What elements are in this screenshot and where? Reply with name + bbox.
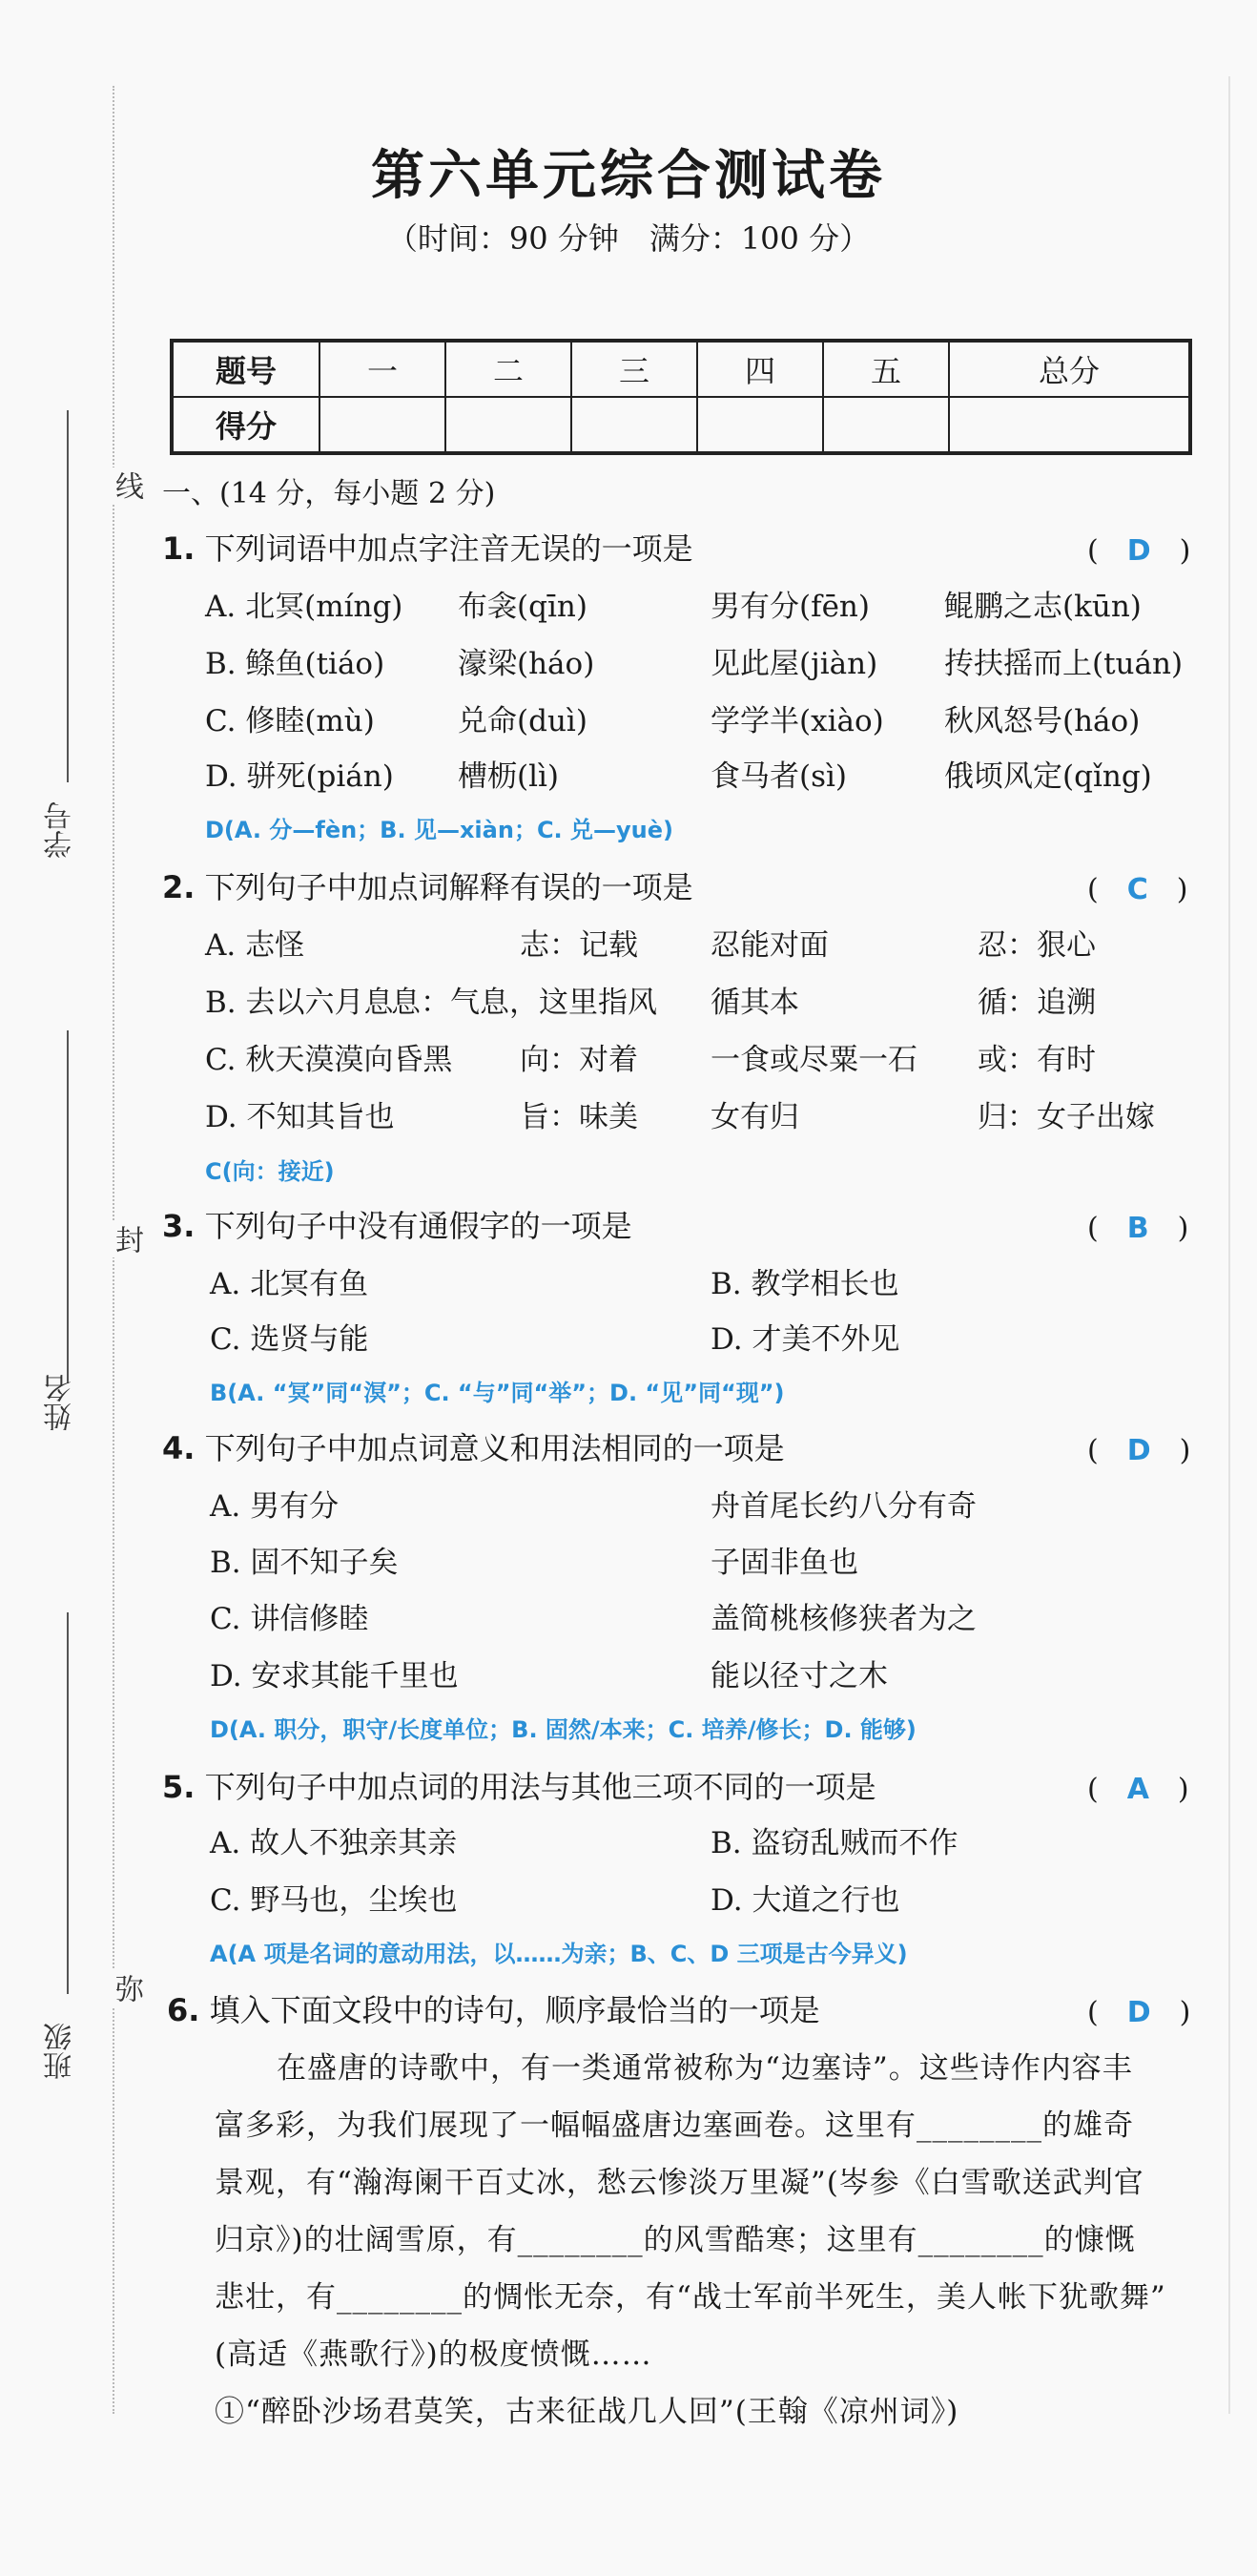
option-text: 秋风怒号(háo): [944, 704, 1141, 738]
answer-explanation: D(A. 职分，职守/长度单位；B. 固然/本来；C. 培养/修长；D. 能够): [210, 1716, 917, 1743]
option-text: 盖简桃核修狭者为之: [711, 1602, 977, 1636]
option-text: B. 教学相长也: [711, 1267, 899, 1301]
option-text: 鲲鹏之志(kūn): [944, 590, 1142, 624]
seal-marker-mi: 弥: [105, 1970, 147, 2006]
option-text: 女有归: [711, 1100, 799, 1134]
seal-marker-xian: 线: [105, 467, 147, 504]
question-1: [162, 525, 693, 569]
question-3: [162, 1202, 632, 1246]
score-cell[interactable]: [949, 397, 1190, 453]
question-6: [167, 1986, 820, 2030]
score-cell[interactable]: [319, 397, 445, 453]
student-id-label: 学号: [44, 801, 77, 859]
option-text: 循其本: [711, 986, 799, 1020]
question-stem: 下列句子中加点词意义和用法相同的一项是: [204, 1430, 785, 1466]
option-text: 见此屋(jiàn): [711, 647, 878, 681]
option-text: A. 志怪: [205, 928, 305, 963]
question-stem: 填入下面文段中的诗句，顺序最恰当的一项是: [209, 1992, 820, 2028]
option-text: 息：气息，这里指风: [391, 986, 657, 1020]
option-text: 子固非鱼也: [711, 1546, 858, 1580]
answer-bracket: ( D ): [1087, 1434, 1191, 1467]
option-text: C. 秋天漠漠向昏黑: [205, 1043, 453, 1077]
class-line[interactable]: [67, 1612, 69, 1994]
option-text: D. 骈死(pián): [205, 759, 394, 794]
score-cell[interactable]: [697, 397, 823, 453]
option-text: 忍：狠心: [978, 928, 1096, 963]
option-text: A. 北冥有鱼: [210, 1267, 369, 1301]
answer-explanation: D(A. 分—fèn；B. 见—xiàn；C. 兑—yuè): [205, 817, 674, 843]
option-text: C. 野马也，尘埃也: [210, 1883, 458, 1918]
option-text: 抟扶摇而上(tuán): [944, 647, 1184, 681]
seal-marker-feng: 封: [105, 1221, 147, 1257]
option-text: B. 固不知子矣: [210, 1546, 399, 1580]
option-text: 一食或尽粟一石: [711, 1043, 917, 1077]
question-5: [162, 1763, 876, 1807]
name-label: 姓名: [44, 1374, 77, 1431]
choice-item-1: ①“醉卧沙场君莫笑，古来征战几人回”(王翰《凉州词》): [215, 2395, 959, 2429]
right-edge-line: [1228, 76, 1230, 2414]
question-number: 4.: [162, 1430, 196, 1466]
question-4: [162, 1424, 785, 1468]
option-text: 槽枥(lì): [458, 759, 560, 794]
option-text: D. 大道之行也: [711, 1883, 900, 1918]
score-cell[interactable]: [823, 397, 949, 453]
option-text: C. 修睦(mù): [205, 704, 375, 738]
score-header-cell: 五: [823, 341, 949, 397]
option-text: A. 北冥(míng): [205, 590, 403, 624]
score-header-cell: 四: [697, 341, 823, 397]
option-text: 旨：味美: [520, 1100, 638, 1134]
option-text: 向：对着: [520, 1043, 638, 1077]
answer-mark: A: [1126, 1773, 1149, 1806]
answer-mark: D: [1126, 1996, 1151, 2029]
option-text: D. 安求其能千里也: [210, 1659, 459, 1693]
option-text: C. 讲信修睦: [210, 1602, 369, 1636]
passage-line: 归京》)的壮阔雪原，有________的风雪酷寒；这里有________的慷慨: [215, 2223, 1136, 2257]
option-text: 布衾(qīn): [458, 590, 587, 624]
passage-line: 富多彩，为我们展现了一幅幅盛唐边塞画卷。这里有________的雄奇: [215, 2109, 1134, 2143]
section-heading: 一、(14 分，每小题 2 分): [162, 477, 496, 510]
page-title: 第六单元综合测试卷: [371, 144, 886, 207]
answer-mark: D: [1126, 534, 1151, 568]
option-text: 男有分(fēn): [711, 590, 870, 624]
option-text: D. 才美不外见: [711, 1322, 900, 1357]
answer-bracket: ( D ): [1087, 1996, 1191, 2029]
option-text: D. 不知其旨也: [205, 1100, 395, 1134]
passage-line: 在盛唐的诗歌中，有一类通常被称为“边塞诗”。这些诗作内容丰: [277, 2051, 1133, 2086]
question-stem: 下列句子中加点词解释有误的一项是: [204, 869, 693, 905]
score-header-cell: 三: [571, 341, 697, 397]
passage-line: (高适《燕歌行》)的极度愤慨……: [215, 2337, 652, 2372]
option-text: 忍能对面: [711, 928, 829, 963]
passage-line: 悲壮，有________的惆怅无奈，有“战士军前半死生，美人帐下犹歌舞”: [215, 2280, 1166, 2315]
option-text: 志：记载: [520, 928, 638, 963]
option-text: B. 盗窃乱贼而不作: [711, 1826, 958, 1860]
score-header-cell: 总分: [949, 341, 1190, 397]
score-row-label: 得分: [172, 397, 319, 453]
option-text: 学学半(xiào): [711, 704, 884, 738]
score-cell[interactable]: [571, 397, 697, 453]
question-stem: 下列词语中加点字注音无误的一项是: [204, 530, 693, 567]
option-text: 能以径寸之木: [711, 1659, 888, 1693]
option-text: 食马者(sì): [711, 759, 848, 794]
option-text: 归：女子出嫁: [978, 1100, 1155, 1134]
option-text: A. 男有分: [210, 1489, 340, 1524]
option-text: 循：追溯: [978, 986, 1096, 1020]
score-header-cell: 题号: [172, 341, 319, 397]
name-line[interactable]: [67, 1030, 69, 1383]
question-number: 3.: [162, 1208, 196, 1244]
question-stem: 下列句子中没有通假字的一项是: [204, 1208, 632, 1244]
answer-mark: C: [1126, 873, 1148, 906]
score-table-row: [172, 397, 1190, 453]
score-header-cell: 二: [445, 341, 571, 397]
option-text: 舟首尾长约八分有奇: [711, 1489, 977, 1524]
score-cell[interactable]: [445, 397, 571, 453]
score-table-header-row: [172, 341, 1190, 397]
question-2: [162, 863, 693, 907]
answer-bracket: ( D ): [1087, 534, 1191, 568]
score-table: [170, 339, 1192, 455]
option-text: 兑命(duì): [458, 704, 587, 738]
option-text: B. 去以六月息: [205, 986, 394, 1020]
option-text: 或：有时: [978, 1043, 1096, 1077]
answer-mark: D: [1126, 1434, 1151, 1467]
answer-mark: B: [1126, 1212, 1149, 1245]
student-id-line[interactable]: [67, 410, 69, 782]
answer-explanation: A(A 项是名词的意动用法，以……为亲；B、C、D 三项是古今异义): [210, 1941, 908, 1967]
exam-time-info: （时间：90 分钟 满分：100 分）: [386, 220, 871, 257]
option-text: C. 选贤与能: [210, 1322, 369, 1357]
score-header-cell: 一: [319, 341, 445, 397]
question-stem: 下列句子中加点词的用法与其他三项不同的一项是: [204, 1769, 876, 1805]
question-number: 1.: [162, 530, 196, 567]
answer-bracket: ( B ): [1087, 1212, 1189, 1245]
option-text: 濠梁(háo): [458, 647, 595, 681]
answer-explanation: C(向：接近): [205, 1158, 335, 1185]
answer-bracket: ( A ): [1087, 1773, 1189, 1806]
passage-line: 景观，有“瀚海阑干百丈冰，愁云惨淡万里凝”(岑参《白雪歌送武判官: [215, 2166, 1144, 2200]
answer-explanation: B(A. “冥”同“溟”；C. “与”同“举”；D. “见”同“现”): [210, 1380, 785, 1406]
answer-bracket: ( C ): [1087, 873, 1188, 906]
option-text: A. 故人不独亲其亲: [210, 1826, 458, 1860]
option-text: B. 鲦鱼(tiáo): [205, 647, 385, 681]
question-number: 2.: [162, 869, 196, 905]
question-number: 6.: [167, 1992, 200, 2028]
class-label: 班级: [44, 2023, 77, 2080]
option-text: 俄顷风定(qǐng): [944, 759, 1152, 794]
question-number: 5.: [162, 1769, 196, 1805]
